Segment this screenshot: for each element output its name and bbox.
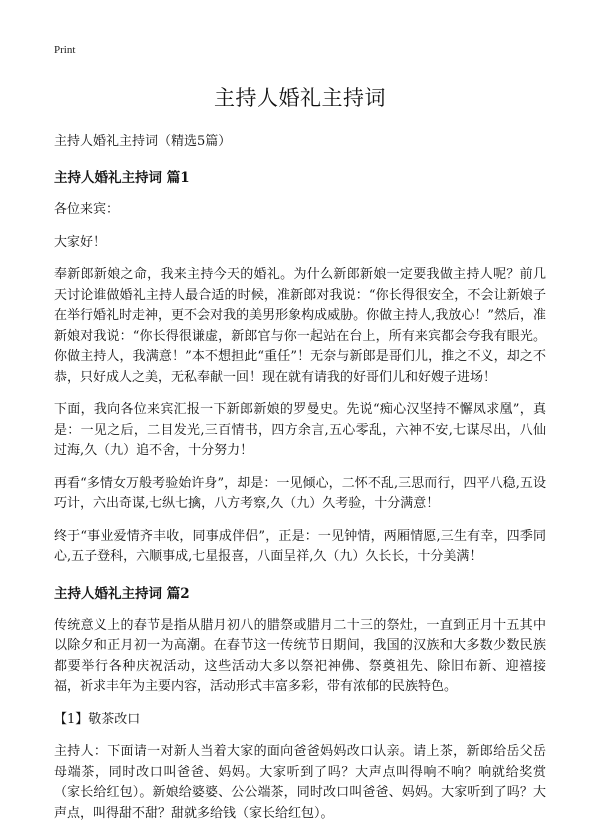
paragraph: 大家好！ <box>54 234 107 250</box>
print-link[interactable]: Print <box>54 44 76 56</box>
paragraph: 主持人：下面请一对新人当着大家的面向爸爸妈妈改口认亲。请上茶，新郎给岳父岳母端茶，同时改口叫爸爸、妈妈。大家听到了吗？大声点叫得响不响？响就给奖赏（家长给红包）。新娘给婆婆、公公端茶，同时改口叫爸爸、妈妈。大家听到了吗？大声点，叫得甜不甜？甜就多给钱（家长给红包）。 <box>54 744 546 821</box>
paragraph: 奉新郎新娘之命，我来主持今天的婚礼。为什么新郎新娘一定要我做主持人呢？前几天讨论谁做婚礼主持人最合适的时候，准新郎对我说：“你长得很安全，不会让新娘子在举行婚礼时走神，更不会对我的美男形象构成威胁。你做主持人,我放心！”然后，准新娘对我说：“你长得很谦虚，新郎官与你一起站在台上，所有来宾都会夸我有眼光。你做主持人，我满意！”本不想担此“重任”！无奈与新郎是哥们儿，推之不义，却之不恭，只好成人之美，无私奉献一回！现在就有请我的好哥们儿和好嫂子进场！ <box>54 267 546 385</box>
paragraph: 传统意义上的春节是指从腊月初八的腊祭或腊月二十三的祭灶，一直到正月十五其中以除夕和正月初一为高潮。在春节这一传统节日期间，我国的汉族和大多数少数民族都要举行各种庆祝活动，这些活动大多以祭祀神佛、祭奠祖先、除旧布新、迎禧接福，祈求丰年为主要内容，活动形式丰富多彩，带有浓郁的民族特色。 <box>54 617 546 694</box>
section-heading-2: 主持人婚礼主持词 篇2 <box>54 585 190 602</box>
page-title: 主持人婚礼主持词 <box>214 86 386 110</box>
paragraph: 终于“事业爱情齐丰收，同事成伴侣”，正是：一见钟情，两厢情愿,三生有幸，四季同心,五子登科，六顺事成,七星报喜，八面呈祥,久（九）久长长，十分美满！ <box>54 528 546 564</box>
subsection-label: 【1】敬茶改口 <box>54 711 141 727</box>
section-heading-1: 主持人婚礼主持词 篇1 <box>54 170 190 186</box>
paragraph: 各位来宾： <box>54 202 120 217</box>
paragraph: 再看“多情女万般考验始许身”，却是：一见倾心，二怀不乱,三思而行，四平八稳,五设巧计，六出奇谋,七纵七擒，八方考察,久（九）久考验，十分满意！ <box>54 475 546 511</box>
paragraph: 下面，我向各位来宾汇报一下新郎新娘的罗曼史。先说“痴心汉坚持不懈凤求凰”，真是：一见之后，二目发光,三百情书，四方余言,五心零乱，六神不安,七谋尽出，八仙过海,久（九）追不舍，十分努力！ <box>54 402 546 458</box>
document-subtitle: 主持人婚礼主持词（精选5篇） <box>54 134 232 149</box>
